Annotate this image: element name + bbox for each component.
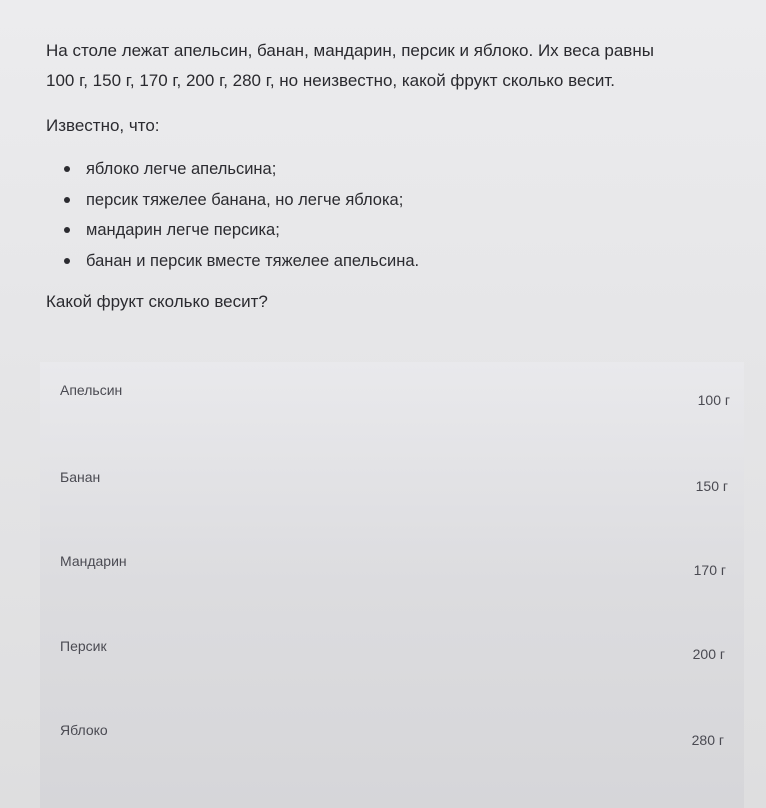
weight-option-200[interactable]: 200 г <box>692 646 725 662</box>
question-text: Какой фрукт сколько весит? <box>46 292 268 311</box>
problem-statement <box>46 36 736 314</box>
match-row <box>40 362 744 446</box>
matching-panel <box>40 362 744 808</box>
condition-text: персик тяжелее банана, но легче яблока; <box>86 190 404 209</box>
fruit-item-tangerine[interactable]: Мандарин <box>60 553 127 569</box>
conditions-list <box>64 154 736 276</box>
weight-option-100[interactable]: 100 г <box>697 392 730 408</box>
condition-item <box>64 185 736 216</box>
fruit-item-banana[interactable]: Банан <box>60 469 101 485</box>
bullet-icon <box>64 258 70 264</box>
match-row <box>40 534 744 618</box>
intro-line-1: На столе лежат апельсин, банан, мандарин, персик и яблоко. Их веса равны <box>46 41 654 60</box>
bullet-icon <box>64 197 70 203</box>
match-row <box>40 448 744 532</box>
condition-text: яблоко легче апельсина; <box>86 160 277 178</box>
bullet-icon <box>64 166 70 172</box>
match-row <box>40 620 744 704</box>
condition-text: банан и персик вместе тяжелее апельсина. <box>86 251 420 270</box>
weight-option-170[interactable]: 170 г <box>693 562 726 578</box>
fruit-item-apple[interactable]: Яблоко <box>60 722 108 738</box>
weight-option-280[interactable]: 280 г <box>691 732 724 748</box>
bullet-icon <box>64 227 70 233</box>
condition-item <box>64 154 736 185</box>
known-label: Известно, что: <box>46 116 160 135</box>
condition-text: мандарин легче персика; <box>86 221 280 239</box>
intro-line-2: 100 г, 150 г, 170 г, 200 г, 280 г, но неизвестно, какой фрукт сколько весит. <box>46 71 616 90</box>
problem-intro <box>46 36 736 96</box>
condition-item <box>64 246 736 277</box>
fruit-item-orange[interactable]: Апельсин <box>60 382 123 398</box>
weight-option-150[interactable]: 150 г <box>695 478 728 494</box>
fruit-item-peach[interactable]: Персик <box>60 638 107 654</box>
condition-item <box>64 215 736 246</box>
match-row <box>40 706 744 790</box>
